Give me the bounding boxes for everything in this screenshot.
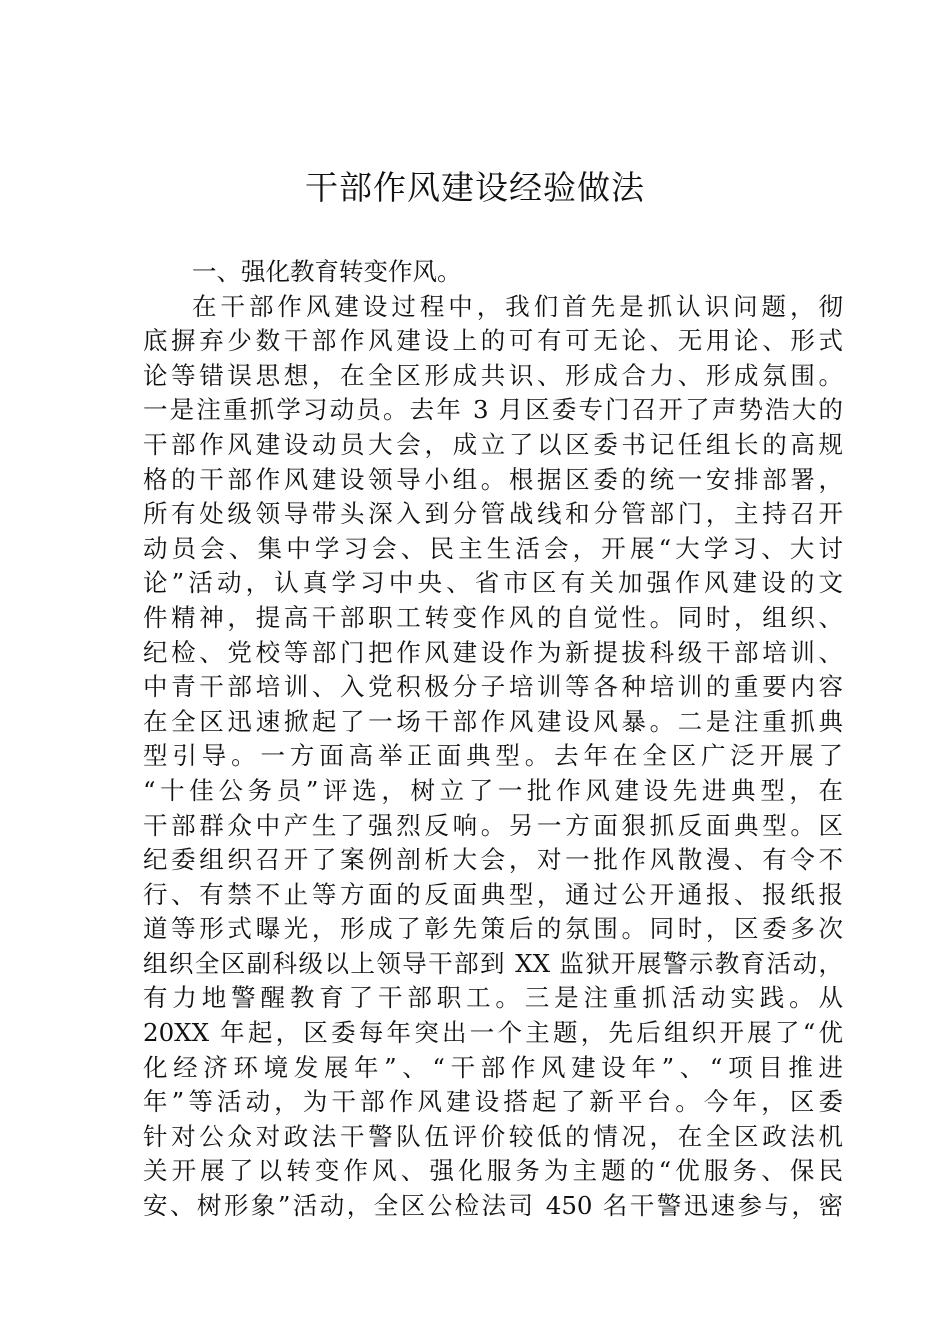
paragraph-line: 一是注重抓学习动员。去年 3 月区委专门召开了声势浩大的 — [143, 395, 843, 425]
paragraph-line: 行、有禁不止等方面的反面典型，通过公开通报、报纸报 — [143, 879, 843, 909]
paragraph-line: 格的干部作风建设领导小组。根据区委的统一安排部署， — [143, 464, 843, 494]
paragraph-line: 所有处级领导带头深入到分管战线和分管部门，主持召开 — [143, 499, 843, 529]
paragraph-line: 纪委组织召开了案例剖析大会，对一批作风散漫、有令不 — [143, 845, 843, 875]
paragraph-line: 动员会、集中学习会、民主生活会，开展“大学习、大讨 — [143, 533, 843, 563]
paragraph-line: 年”等活动，为干部作风建设搭起了新平台。今年，区委 — [143, 1087, 843, 1117]
paragraph-line: 中青干部培训、入党积极分子培训等各种培训的重要内容 — [143, 672, 843, 702]
paragraph-line: 干部作风建设动员大会，成立了以区委书记任组长的高规 — [143, 429, 843, 459]
paragraph-line: 组织全区副科级以上领导干部到 XX 监狱开展警示教育活动， — [143, 948, 843, 978]
paragraph-line: “十佳公务员”评选，树立了一批作风建设先进典型，在 — [143, 775, 843, 805]
paragraph-line: 有力地警醒教育了干部职工。三是注重抓活动实践。从 — [143, 983, 843, 1013]
paragraph-line: 型引导。一方面高举正面典型。去年在全区广泛开展了 — [143, 741, 843, 771]
paragraph-line: 安、树形象”活动，全区公检法司 450 名干警迅速参与，密 — [143, 1191, 843, 1221]
paragraph-line: 针对公众对政法干警队伍评价较低的情况，在全区政法机 — [143, 1121, 843, 1151]
paragraph-line: 在全区迅速掀起了一场干部作风建设风暴。二是注重抓典 — [143, 706, 843, 736]
paragraph-line: 在干部作风建设过程中，我们首先是抓认识问题，彻 — [192, 291, 843, 321]
section-heading: 一、强化教育转变作风。 — [192, 257, 462, 286]
paragraph-line: 化经济环境发展年”、“干部作风建设年”、“项目推进 — [143, 1052, 843, 1082]
paragraph-line: 论”活动，认真学习中央、省市区有关加强作风建设的文 — [143, 568, 843, 598]
paragraph-line: 论等错误思想，在全区形成共识、形成合力、形成氛围。 — [143, 360, 843, 390]
paragraph-line: 底摒弃少数干部作风建设上的可有可无论、无用论、形式 — [143, 326, 843, 356]
paragraph-line: 道等形式曝光，形成了彰先策后的氛围。同时，区委多次 — [143, 914, 843, 944]
document-title: 干部作风建设经验做法 — [305, 168, 645, 207]
paragraph-line: 干部群众中产生了强烈反响。另一方面狠抓反面典型。区 — [143, 810, 843, 840]
paragraph-line: 件精神，提高干部职工转变作风的自觉性。同时，组织、 — [143, 602, 843, 632]
paragraph-line: 纪检、党校等部门把作风建设作为新提拔科级干部培训、 — [143, 637, 843, 667]
paragraph-line: 关开展了以转变作风、强化服务为主题的“优服务、保民 — [143, 1156, 843, 1186]
document-body — [143, 255, 843, 1224]
paragraph-line: 20XX 年起，区委每年突出一个主题，先后组织开展了“优 — [143, 1018, 843, 1048]
